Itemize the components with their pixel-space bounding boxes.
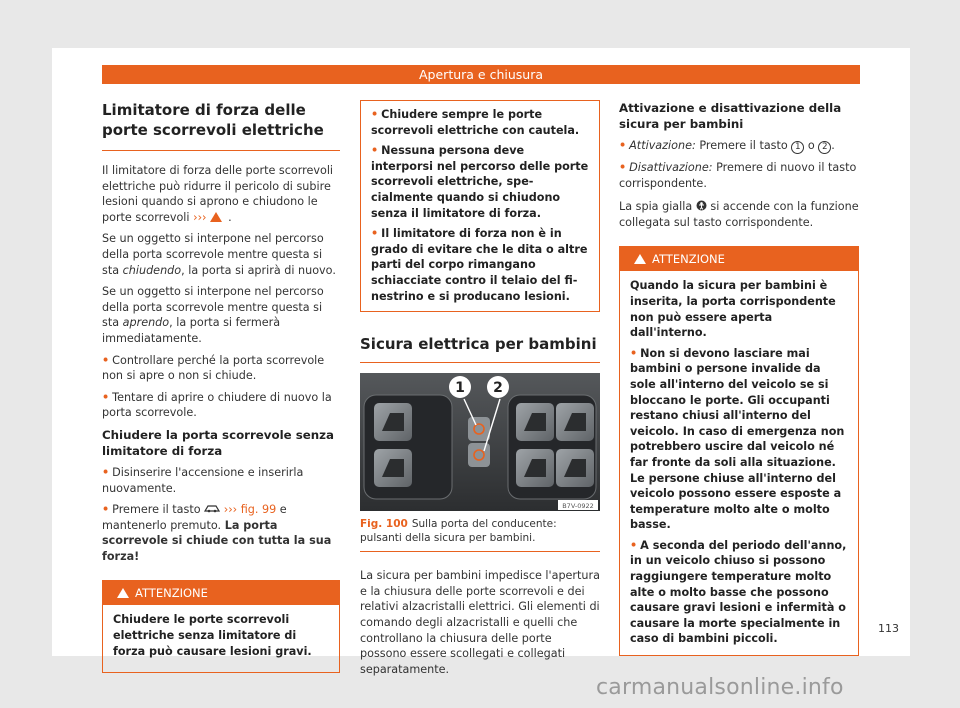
list-item: • Il limitatore di forza non è in grado di evitare che le dita o altre parti del corpo rimangano schiacciate contro il telaio del finestrino e si producano lesioni.: [371, 227, 588, 303]
list-item: • Disattivazione: Premere di nuovo il tasto corrispondente.: [619, 161, 857, 190]
watermark: carmanualsonline.info: [596, 675, 844, 700]
list-item: • Attivazione: Premere il tasto 1 o 2 .: [619, 139, 835, 152]
warning-body: Quando la sicura per bambini è inserita, la porta corrispondente non può essere aperta dall'interno. • Non si devono lasciare mai bambini o persone invalide da sole all'interno del veicolo se si bloccano le porte. Gli occupanti restano chiusi all'interno del veicolo. In caso di emergenza non potrebbero uscire dal veicolo né far fronte da soli alla situazione. Le persone chiuse all'interno del veicolo possono essere esposte a temperature molto alte o molto basse. • A seconda del periodo dell'anno, in un veicolo chiuso si possono raggiungere temperature molto alte o molto basse che possono causare gravi lesioni e infermità o causare la morte specialmente in caso di bambini piccoli.: [630, 279, 847, 646]
title-rule: [360, 362, 600, 363]
list-item: • Chiudere sempre le porte scorrevoli elettriche con cautela.: [371, 108, 580, 137]
paragraph: La spia gialla si accende con la funzione collegata sul tasto corrispondente.: [619, 200, 859, 229]
warning-triangle-icon: [634, 254, 646, 264]
figure-reference[interactable]: ››› fig. 99: [223, 503, 277, 517]
paragraph: Il limitatore di forza delle porte scorrevoli elettriche può ridurre il pericolo di subire lesioni quando si aprono e chiudono le porte scorrevoli ››› .: [102, 164, 334, 224]
column-3: [619, 100, 859, 668]
key-2-badge: 2: [818, 141, 831, 154]
warning-triangle-icon: [117, 588, 129, 598]
list-item: • A seconda del periodo dell'anno, in un veicolo chiuso si possono raggiungere temperature molto alte o molto basse che possono causare gravi lesioni e infermità o causare la morte specialmente in caso di bambini piccoli.: [630, 538, 847, 646]
child-lock-icon: [696, 200, 707, 211]
title-rule: [102, 150, 340, 151]
cross-reference[interactable]: ›››: [193, 210, 207, 224]
callout-1: 1: [455, 380, 465, 397]
callout-2: 2: [493, 380, 503, 397]
caption-rule: [360, 551, 600, 552]
warning-header: ATTENZIONE: [103, 581, 339, 605]
door-panel-illustration: [360, 373, 600, 511]
warning-continuation: [360, 100, 600, 312]
list-item: • Nessuna persona deve interporsi nel percorso delle porte scorrevoli elettriche, specialmente quando si chiudono senza il limitatore di forza.: [371, 144, 589, 220]
subsection-title: Attivazione e disattivazione della sicura per bambini: [619, 101, 842, 131]
warning-box: [619, 246, 859, 656]
key-1-badge: 1: [791, 141, 804, 154]
warning-triangle-icon: [210, 212, 222, 222]
list-item: • Non si devono lasciare mai bambini o persone invalide da sole all'interno del veicolo se si bloccano le porte. Gli occupanti restano chiusi all'interno del veicolo. In caso di emergenza non potrebbero uscire dal veicolo né far fronte da soli alla situazione. Le persone chiuse all'interno del veicolo possono essere esposte a temperature molto alte o molto basse.: [630, 346, 845, 532]
section-title: Limitatore di forza delle porte scorrevoli elettriche: [102, 101, 324, 139]
list-item: • Tentare di aprire o chiudere di nuovo la porta scorrevole.: [102, 390, 332, 420]
paragraph: Se un oggetto si interpone nel percorso della porta scorrevole mentre questa si sta aprendo, la porta si fermerà immediatamente.: [102, 285, 324, 345]
warning-header: ATTENZIONE: [620, 247, 858, 271]
warning-box: [102, 580, 340, 673]
warning-body: Chiudere le porte scorrevoli elettriche senza limitatore di forza può causare lesioni gravi.: [113, 613, 312, 658]
list-item: • Disinserire l'accensione e inserirla nuovamente.: [102, 465, 304, 495]
page-number: 113: [878, 622, 899, 635]
section-header: Apertura e chiusura: [102, 65, 860, 84]
column-1: [102, 100, 340, 685]
section-title: Sicura elettrica per bambini: [360, 335, 597, 354]
photo-code: B7V-0922: [562, 502, 594, 511]
column-2: [360, 100, 600, 683]
list-item: • Controllare perché la porta scorrevole non si apre o non si chiude.: [102, 353, 325, 383]
paragraph: La sicura per bambini impedisce l'apertura e la chiusura delle porte scorrevoli e dei relativi alzacristalli elettrici. Gli elementi di comando degli alzacristalli e quelli che controllano la chiusura delle porte possono essere scollegati e collegati separatamente.: [360, 569, 600, 676]
list-item: • Premere il tasto ››› fig. 99 e mantenerlo premuto. La porta scorrevole si chiude con tutta la sua forza!: [102, 503, 332, 563]
figure-caption: Fig. 100 Sulla porta del conducente: pulsanti della sicura per bambini.: [360, 517, 600, 552]
door-panel-photo: [360, 373, 600, 511]
window-switch-icon: [204, 504, 220, 513]
subsection-title: Chiudere la porta scorrevole senza limitatore di forza: [102, 427, 335, 458]
paragraph: Se un oggetto si interpone nel percorso della porta scorrevole mentre questa si sta chiudendo, la porta si aprirà di nuovo.: [102, 232, 336, 277]
